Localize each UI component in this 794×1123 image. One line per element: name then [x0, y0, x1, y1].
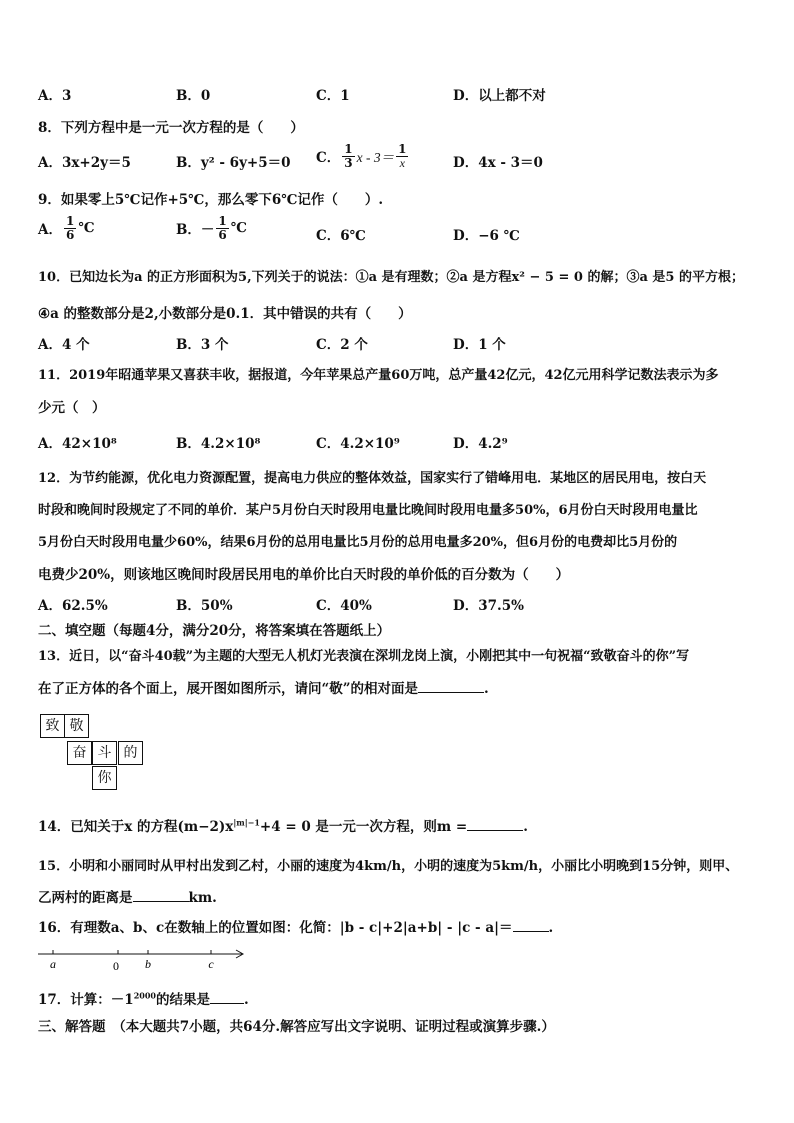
q12-line-4: 电费少20%，则该地区晚间时段居民用电的单价比白天时段的单价低的百分数为（ ） [38, 567, 570, 583]
q8-stem: 8．下列方程中是一元一次方程的是（ ） [38, 120, 304, 136]
q12-line-1: 12．为节约能源，优化电力资源配置，提高电力供应的整体效益，国家实行了错峰用电．某地区的居民用电，按白天 [38, 471, 707, 486]
net-cell: 的 [118, 741, 143, 765]
q12-option-b: B．50% [176, 598, 233, 614]
q12-option-d: D．37.5% [453, 598, 524, 614]
q12-line-2: 时段和晚间时段规定了不同的单价．某户5月份白天时段用电量比晚间时段用电量多50%，6月份白天时段用电量比 [38, 503, 698, 518]
q9-option-c: C．6℃ [316, 228, 366, 244]
q11-line-2: 少元（ ） [38, 400, 106, 416]
section-2-heading: 二、填空题（每题4分，满分20分，将答案填在答题纸上） [38, 623, 391, 639]
q10-option-d: D．1 个 [453, 337, 506, 353]
label-a: a [50, 957, 56, 971]
q13-line-1: 13．近日，以“奋斗40载”为主题的大型无人机灯光表演在深圳龙岗上演，小刚把其中一句祝福“致敬奋斗的你”写 [38, 649, 690, 664]
q8-option-c: C． $\frac{1}{3}$ x - 3＝ $\frac{1}{x}$ [316, 142, 407, 170]
q7-option-a: A．3 [38, 88, 72, 104]
q15-answer-blank [133, 901, 189, 902]
q8-option-b: B．y² - 6y+5＝0 [176, 155, 291, 171]
q7-option-c: C．1 [316, 88, 350, 104]
q16-answer-blank [513, 931, 549, 932]
q9-stem: 9．如果零上5℃记作+5℃，那么零下6℃记作（ ）. [38, 192, 384, 208]
q12-option-a: A．62.5% [38, 598, 108, 614]
q10-option-b: B．3 个 [176, 337, 229, 353]
label-c: c [208, 957, 214, 971]
q9-option-d: D．−6 ℃ [453, 228, 520, 244]
net-cell: 致 [40, 714, 65, 738]
q17: 17．计算：$-1^{2000}$的结果是 . [38, 990, 249, 1008]
label-0: 0 [113, 959, 119, 973]
q9-option-b: B．－ $\frac{1}{6}$ ℃ [176, 214, 247, 242]
q13-line-2: 在了正方体的各个面上，展开图如图所示，请问“敬”的相对面是 . [38, 681, 489, 697]
section-3-heading: 三、解答题 （本大题共7小题，共64分.解答应写出文字说明、证明过程或演算步骤.） [38, 1019, 555, 1035]
q10-option-c: C．2 个 [316, 337, 368, 353]
net-cell: 你 [92, 766, 117, 790]
net-cell: 斗 [92, 741, 117, 765]
number-line-figure [38, 944, 248, 974]
q11-option-a: A．42×10⁸ [38, 436, 117, 452]
q9-option-a: A． $\frac{1}{6}$ ℃ [38, 214, 95, 242]
q10-line-1: 10．已知边长为a 的正方形面积为5,下列关于的说法：①a 是有理数；②a 是方程x² − 5 = 0 的解；③a 是5 的平方根； [38, 270, 744, 285]
q12-option-c: C．40% [316, 598, 372, 614]
cube-net-figure [40, 714, 150, 794]
q8-option-a: A．3x+2y＝5 [38, 155, 131, 171]
q15-line-1: 15．小明和小丽同时从甲村出发到乙村，小丽的速度为4km/h，小明的速度为5km/h，小丽比小明晚到15分钟，则甲、 [38, 859, 739, 874]
q15-line-2: 乙两村的距离是 km. [38, 890, 217, 906]
q11-line-1: 11．2019年昭通苹果又喜获丰收，据报道，今年苹果总产量60万吨，总产量42亿元，42亿元用科学记数法表示为多 [38, 368, 719, 383]
q7-option-b: B．0 [176, 88, 211, 104]
q11-option-d: D．4.2⁹ [453, 436, 508, 452]
q11-option-c: C．4.2×10⁹ [316, 436, 400, 452]
label-b: b [145, 957, 151, 971]
q12-line-3: 5月份白天时段用电量少60%，结果6月份的总用电量比5月份的总用电量多20%，但6月份的电费却比5月份的 [38, 535, 678, 550]
net-cell: 敬 [64, 714, 89, 738]
q10-line-2: ④a 的整数部分是2,小数部分是0.1．其中错误的共有（ ） [38, 306, 412, 322]
q14-answer-blank [467, 830, 523, 831]
q17-answer-blank [210, 1003, 244, 1004]
q7-option-d: D．以上都不对 [453, 88, 546, 104]
q10-option-a: A．4 个 [38, 337, 90, 353]
q14: 14．已知关于x 的方程$(m-2)x^{|m|-1}+4 = 0$ 是一元一次方程，则m = . [38, 817, 528, 835]
q16-stem: 16．有理数a、b、c在数轴上的位置如图：化简：|b - c|+2|a+b| - |c - a|＝ . [38, 920, 554, 936]
net-cell: 奋 [67, 741, 92, 765]
q13-answer-blank [418, 692, 484, 693]
q11-option-b: B．4.2×10⁸ [176, 436, 261, 452]
q8-option-d: D．4x - 3＝0 [453, 155, 543, 171]
